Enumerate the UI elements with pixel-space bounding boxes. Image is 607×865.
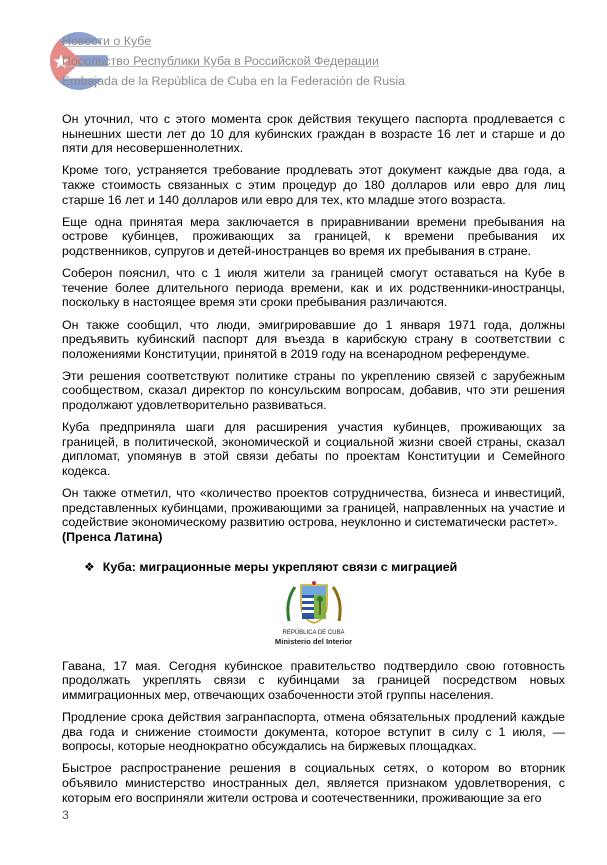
article-title: Куба: миграционные меры укрепляют связи с миграцией bbox=[102, 559, 458, 574]
diamond-bullet-icon: ❖ bbox=[84, 559, 95, 574]
paragraph: Кроме того, устраняется требование продлевать этот документ каждые два года, а также стоимость связанных с этим процедур до 180 долларов или евро для лиц старше 16 лет и 140 долларов или евро для тех, кто младше этого возраста. bbox=[62, 163, 565, 207]
page-number: 3 bbox=[62, 808, 69, 822]
article-heading bbox=[84, 560, 565, 575]
news-source: (Пренса Латина) bbox=[62, 530, 163, 544]
page-header bbox=[0, 0, 607, 100]
header-embassy-es: Embajada de la República de Cuba en la Federación de Rusia bbox=[62, 74, 406, 88]
emblem-caption-ministry: Ministerio del Interior bbox=[274, 636, 353, 646]
paragraph: Он также отметил, что «количество проектов сотрудничества, бизнеса и инвестиций, представленных кубинцами, проживающими за границей, направленных на участие и содействие экономическому развитию острова, неуклонно и систематически растет». bbox=[62, 486, 565, 530]
emblem-block bbox=[62, 581, 565, 649]
paragraph: Соберон пояснил, что с 1 июля жители за границей смогут оставаться на Кубе в течение более длительного периода времени, как и их родственники-иностранцы, поскольку в настоящее время эти сроки пребывания различаются. bbox=[62, 266, 565, 310]
paragraph: Он также сообщил, что люди, эмигрировавшие до 1 января 1971 года, должны предъявить кубинский паспорт для въезда в карибскую страну в соответствии с положениями Конституции, принятой в 2019 году на всенародном референдуме. bbox=[62, 317, 565, 361]
document-body bbox=[62, 112, 565, 813]
emblem-caption-country: REPÚBLICA DE CUBA bbox=[282, 629, 345, 636]
ministry-emblem-icon bbox=[275, 581, 352, 630]
paragraph: Он уточнил, что с этого момента срок действия текущего паспорта продлевается с нынешних шести лет до 10 для кубинских граждан в возрасте 16 лет и старше и до пяти для несовершеннолетних. bbox=[62, 112, 565, 156]
paragraph: Куба предприняла шаги для расширения участия кубинцев, проживающих за границей, в политической, экономической и социальной жизни своей страны, сказал дипломат, упомянув в этой связи дебаты по проектам Конституции и Семейного кодекса. bbox=[62, 420, 565, 479]
paragraph: Продление срока действия загранпаспорта, отмена обязательных продлений каждые два года и снижение стоимости документа, которое вступит в силу с 1 июля, — вопросы, которые неоднократно обсуждались на биржевых площадках. bbox=[62, 709, 565, 754]
paragraph: Еще одна принятая мера заключается в приравнивании времени пребывания на острове кубинцев, проживающих за границей, к времени пребывания их родственников, супругов и детей-иностранцев во время их пребывания в стране. bbox=[62, 214, 565, 258]
paragraph: Эти решения соответствуют политике страны по укреплению связей с зарубежным сообществом, сказал директор по консульским вопросам, добавив, что эти решения продолжают удовлетворительно развиваться. bbox=[62, 368, 565, 413]
header-embassy-ru: Посольство Республики Куба в Российской Федерации bbox=[62, 54, 379, 68]
paragraph: Быстрое распространение решения в социальных сетях, о котором во вторник объявило министерство иностранных дел, является признаком удовлетворения, с которым его восприняли жители острова и соотечественники, проживающие за его bbox=[62, 761, 565, 805]
paragraph: Гавана, 17 мая. Сегодня кубинское правительство подтвердило свою готовность продолжать укреплять связи с кубинцами за границей посредством новых иммиграционных мер, отвечающих озабоченности этой группы населения. bbox=[62, 658, 565, 702]
header-title: Новости о Кубе bbox=[62, 34, 152, 48]
